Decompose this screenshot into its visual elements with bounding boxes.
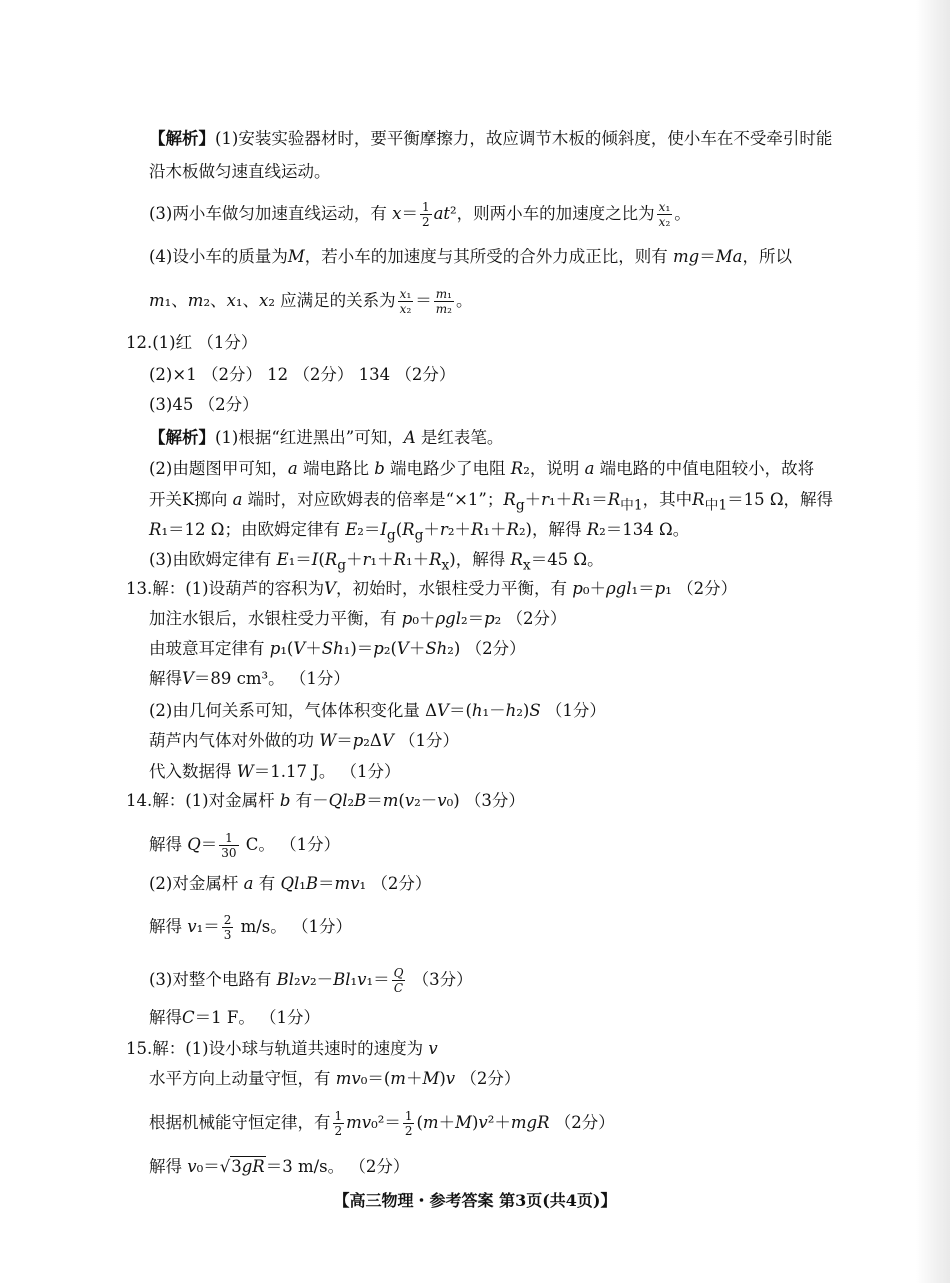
analysis-line-1: 【解析】(1)安装实验器材时，要平衡摩擦力，故应调节木板的倾斜度，使小车在不受牵引时能: [149, 129, 833, 148]
q14-line-4: 解得 v₁＝ $\frac{2}{3}$ m/s。 （1分）: [149, 913, 353, 942]
page-edge-shadow: [916, 0, 950, 1283]
q13-line-1: 13.解：(1)设葫芦的容积为V，初始时，水银柱受力平衡，有 p₀＋ρgl₁＝p₁ （2分）: [126, 579, 738, 598]
q13-line-5: (2)由几何关系可知，气体体积变化量 ΔV＝(h₁－h₂)S （1分）: [149, 701, 606, 720]
q12-analysis-5: (3)由欧姆定律有 $E_1=I(R_g+r_1+R_1+R_x)$，解得 $R_x=45$ Ω。: [149, 550, 604, 574]
q14-line-1: 14.解：(1)对金属杆 b 有－Ql₂B＝m(v₂－v₀) （3分）: [126, 791, 525, 810]
analysis-line-5: m₁、m₂、x₁、x₂ 应满足的关系为 $\frac{\text{x₁}}{\text{x₂}}$ ＝ $\frac{\text{m₁}}{\text{m₂}}$ 。: [149, 287, 473, 316]
q12-analysis-2: (2)由题图甲可知，a 端电路比 b 端电路少了电阻 R₂，说明 a 端电路的中值电阻较小，故将: [149, 459, 815, 478]
q14-line-2: 解得 Q＝ $\frac{1}{30}$ C。 （1分）: [149, 831, 341, 860]
page-footer: 【高三物理・参考答案 第3页(共4页)】: [333, 1191, 617, 1210]
q13-line-7: 代入数据得 W＝1.17 J。 （1分）: [149, 762, 401, 781]
q15-line-3: 根据机械能守恒定律，有 $\frac{1}{2}$ mv₀²＝ $\frac{1}{2}$ (m＋M)v²＋mgR （2分）: [149, 1109, 615, 1138]
q15-line-1: 15.解：(1)设小球与轨道共速时的速度为 v: [126, 1039, 438, 1058]
q13-line-2: 加注水银后，水银柱受力平衡，有 p₀＋ρgl₂＝p₂ （2分）: [149, 609, 567, 628]
q12-analysis-4: R₁＝12 Ω；由欧姆定律有 $E_2=I_g(R_g+r_2+R_1+R_2)$，解得 R₂＝134 Ω。: [149, 520, 690, 544]
q14-line-3: (2)对金属杆 a 有 Ql₁B＝mv₁ （2分）: [149, 874, 432, 893]
q12-answer-2: (2)×1 （2分） 12 （2分） 134 （2分）: [149, 365, 456, 384]
q13-line-3: 由玻意耳定律有 p₁(V＋Sh₁)＝p₂(V＋Sh₂) （2分）: [149, 639, 526, 658]
q15-line-4: 解得 v₀＝√3gR＝3 m/s。 （2分）: [149, 1157, 410, 1176]
q14-line-6: 解得C＝1 F。 （1分）: [149, 1008, 321, 1027]
q13-line-6: 葫芦内气体对外做的功 W＝p₂ΔV （1分）: [149, 731, 459, 750]
analysis-line-4: (4)设小车的质量为M，若小车的加速度与其所受的合外力成正比，则有 mg＝Ma，所以: [149, 247, 792, 266]
analysis-line-2: 沿木板做匀速直线运动。: [149, 162, 331, 181]
q12-answer-1: 12.(1)红 （1分）: [126, 333, 258, 352]
q12-answer-3: (3)45 （2分）: [149, 395, 259, 414]
analysis-line-3: (3)两小车做匀加速直线运动，有 x＝ $\frac{1}{2}$ at²，则两小车的加速度之比为 $\frac{\text{x₁}}{\text{x₂}}$ 。: [149, 200, 691, 229]
q15-line-2: 水平方向上动量守恒，有 mv₀＝(m＋M)v （2分）: [149, 1069, 521, 1088]
q14-line-5: (3)对整个电路有 Bl₂v₂－Bl₁v₁＝ $\frac{Q}{C}$ （3分）: [149, 966, 473, 995]
q12-analysis-3: 开关K掷向 a 端时，对应欧姆表的倍率是“×1”；$R_g+r_1+R_1=R_{中1}$，其中$R_{中1}=15$ Ω，解得: [149, 490, 833, 514]
q13-line-4: 解得V＝89 cm³。 （1分）: [149, 669, 350, 688]
q12-analysis-1: 【解析】(1)根据“红进黑出”可知，A 是红表笔。: [149, 428, 504, 447]
